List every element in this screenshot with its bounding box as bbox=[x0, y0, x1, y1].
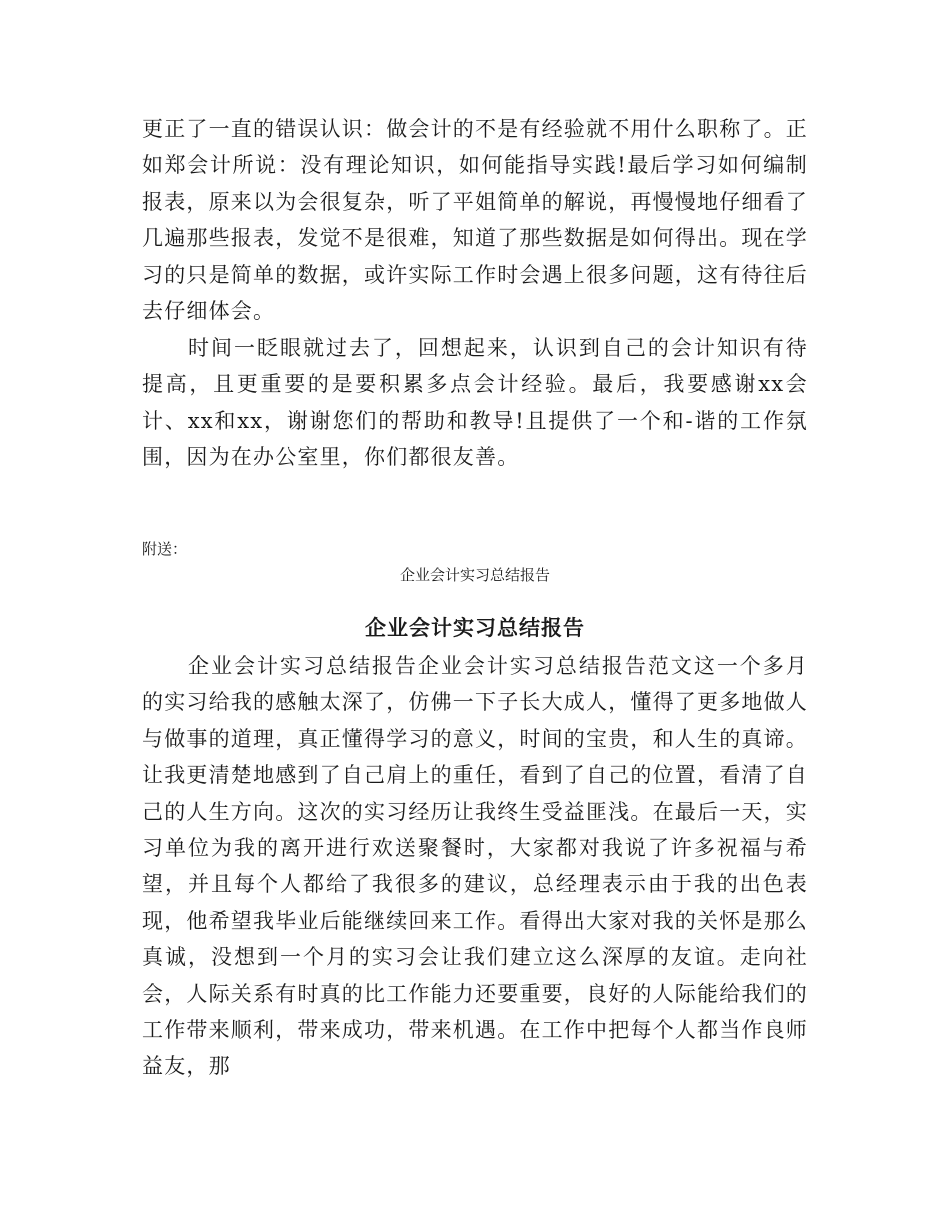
appendix-title: 企业会计实习总结报告 bbox=[365, 615, 585, 640]
closing-paragraph: 时间一眨眼就过去了，回想起来，认识到自己的会计知识有待提高，且更重要的是要积累多点会计经验。最后，我要感谢xx会计、xx和xx，谢谢您们的帮助和教导!且提供了一个和-谐的工作氛围，因为在办公室里，你们都很友善。 bbox=[142, 336, 808, 470]
continuation-paragraph: 更正了一直的错误认识：做会计的不是有经验就不用什么职称了。正如郑会计所说：没有理论知识，如何能指导实践!最后学习如何编制报表，原来以为会很复杂，听了平姐简单的解说，再慢慢地仔细看了几遍那些报表，发觉不是很难，知道了那些数据是如何得出。现在学习的只是简单的数据，或许实际工作时会遇上很多问题，这有待往后去仔细体会。 bbox=[142, 117, 808, 324]
appendix-label: 附送： bbox=[142, 540, 188, 558]
appendix-paragraph: 企业会计实习总结报告企业会计实习总结报告范文这一个多月的实习给我的感触太深了，仿佛一下子长大成人，懂得了更多地做人与做事的道理，真正懂得学习的意义，时间的宝贵，和人生的真谛。让我更清楚地感到了自己肩上的重任，看到了自己的位置，看清了自己的人生方向。这次的实习经历让我终生受益匪浅。在最后一天，实习单位为我的离开进行欢送聚餐时，大家都对我说了许多祝福与希望，并且每个人都给了我很多的建议，总经理表示由于我的出色表现，他希望我毕业后能继续回来工作。看得出大家对我的关怀是那么真诚，没想到一个月的实习会让我们建立这么深厚的友谊。走向社会，人际关系有时真的比工作能力还要重要，良好的人际能给我们的工作带来顺利，带来成功，带来机遇。在工作中把每个人都当作良师益友，那 bbox=[142, 654, 808, 1079]
appendix-small-title: 企业会计实习总结报告 bbox=[399, 566, 550, 584]
